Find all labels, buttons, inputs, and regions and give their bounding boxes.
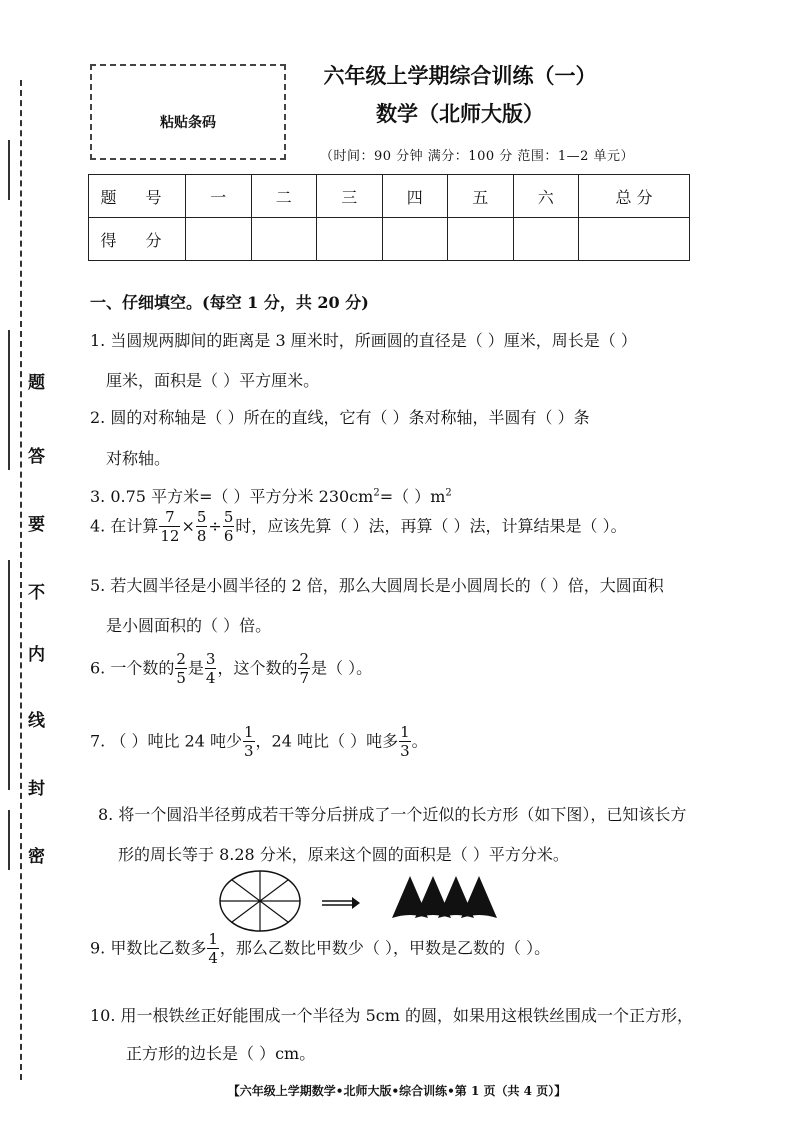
table-cell: 三 xyxy=(317,175,383,218)
exam-title: 六年级上学期综合训练（一） xyxy=(323,63,597,88)
circle-cut-figure xyxy=(210,866,530,936)
question-8-line1: 8. 将一个圆沿半径剪成若干等分后拼成了一个近似的长方形（如下图），已知该长方 xyxy=(98,805,687,824)
question-1-line2: 厘米，面积是（ ）平方厘米。 xyxy=(106,371,320,390)
denominator: 3 xyxy=(400,742,410,760)
question-3 xyxy=(90,484,452,507)
question-7-prefix: 7. （ ）吨比 24 吨少 xyxy=(90,731,242,751)
fraction xyxy=(207,932,219,966)
table-cell: 六 xyxy=(513,175,579,218)
fraction xyxy=(205,652,217,686)
table-cell: 五 xyxy=(448,175,514,218)
question-7 xyxy=(90,725,428,759)
question-6-mid2: ，这个数的 xyxy=(217,658,298,678)
denominator: 12 xyxy=(160,527,180,545)
numerator: 3 xyxy=(205,650,216,668)
section-title: 一、仔细填空。(每空 1 分，共 20 分) xyxy=(90,293,369,312)
numerator: 5 xyxy=(223,508,234,526)
question-3-part2: =（ ）m xyxy=(379,487,446,506)
fraction xyxy=(298,652,310,686)
margin-rule xyxy=(8,810,10,870)
rearranged-sectors-shape xyxy=(392,876,497,918)
superscript: 2 xyxy=(373,487,380,499)
segmented-circle-icon xyxy=(220,871,300,931)
score-cell[interactable] xyxy=(448,218,514,261)
question-6-suffix: 是（ ）。 xyxy=(311,658,373,678)
fraction xyxy=(399,725,411,759)
numerator: 1 xyxy=(208,930,218,948)
numerator: 2 xyxy=(176,650,186,668)
score-cell[interactable] xyxy=(186,218,252,261)
score-table xyxy=(88,174,690,261)
binding-dashed-line xyxy=(20,80,22,1080)
margin-rule xyxy=(8,330,10,470)
denominator: 4 xyxy=(205,669,216,687)
denominator: 6 xyxy=(223,527,234,545)
seal-char: 答 xyxy=(28,447,45,467)
margin-rule xyxy=(8,140,10,200)
question-8-line2: 形的周长等于 8.28 分米，原来这个圆的面积是（ ）平方分米。 xyxy=(118,845,569,864)
question-3-part1: 3. 0.75 平方米=（ ）平方分米 230cm xyxy=(90,487,374,506)
question-6-prefix: 6. 一个数的 xyxy=(90,658,175,678)
question-5-line1: 5. 若大圆半径是小圆半径的 2 倍，那么大圆周长是小圆周长的（ ）倍，大圆面积 xyxy=(90,576,664,595)
question-9-prefix: 9. 甲数比乙数多 xyxy=(90,938,207,958)
question-1-line1: 1. 当圆规两脚间的距离是 3 厘米时，所画圆的直径是（ ）厘米，周长是（ ） xyxy=(90,331,637,350)
denominator: 8 xyxy=(196,527,207,545)
fraction xyxy=(243,725,255,759)
question-4 xyxy=(90,510,627,544)
numerator: 2 xyxy=(299,650,310,668)
exam-subject: 数学（北师大版） xyxy=(376,101,544,126)
operator: × xyxy=(181,516,195,536)
table-cell: 题 号 xyxy=(89,175,186,218)
question-9-suffix: ，那么乙数比甲数少（ ），甲数是乙数的（ ）。 xyxy=(219,938,551,958)
question-6-mid1: 是 xyxy=(187,658,204,678)
question-4-prefix: 4. 在计算 xyxy=(90,516,159,536)
seal-char: 题 xyxy=(28,373,45,393)
table-cell: 二 xyxy=(251,175,317,218)
barcode-area xyxy=(90,64,286,160)
score-cell[interactable] xyxy=(579,218,690,261)
fraction xyxy=(223,510,235,544)
denominator: 5 xyxy=(176,669,186,687)
operator: ÷ xyxy=(208,516,222,536)
score-cell[interactable] xyxy=(382,218,448,261)
fraction xyxy=(196,510,208,544)
page-footer: 【六年级上学期数学•北师大版•综合训练•第 1 页（共 4 页）】 xyxy=(227,1084,567,1098)
fraction xyxy=(159,510,180,544)
denominator: 4 xyxy=(208,949,218,967)
arrow-right-icon xyxy=(322,897,360,909)
seal-char: 线 xyxy=(28,711,45,731)
margin-rule xyxy=(8,560,10,790)
question-10-line2: 正方形的边长是（ ）cm。 xyxy=(126,1044,316,1063)
table-cell: 总 分 xyxy=(579,175,690,218)
seal-char: 密 xyxy=(28,847,45,867)
denominator: 7 xyxy=(299,669,310,687)
question-10-line1: 10. 用一根铁丝正好能围成一个半径为 5cm 的圆，如果用这根铁丝围成一个正方形， xyxy=(90,1006,694,1025)
score-cell[interactable] xyxy=(317,218,383,261)
barcode-label: 粘贴条码 xyxy=(160,115,216,131)
numerator: 7 xyxy=(159,510,180,527)
denominator: 3 xyxy=(243,742,254,760)
score-table-header-row xyxy=(89,175,690,218)
question-9 xyxy=(90,932,550,966)
numerator: 1 xyxy=(400,723,410,741)
superscript: 2 xyxy=(445,487,452,499)
question-5-line2: 是小圆面积的（ ）倍。 xyxy=(106,616,272,635)
question-7-mid: ，24 吨比（ ）吨多 xyxy=(255,731,399,751)
score-cell[interactable] xyxy=(251,218,317,261)
question-7-suffix: 。 xyxy=(411,731,428,751)
question-6 xyxy=(90,652,372,686)
seal-char: 内 xyxy=(28,645,45,665)
question-4-suffix: 时，应该先算（ ）法，再算（ ）法，计算结果是（ ）。 xyxy=(235,516,627,536)
table-cell: 得 分 xyxy=(89,218,186,261)
table-cell: 一 xyxy=(186,175,252,218)
numerator: 1 xyxy=(243,723,254,741)
score-table-score-row xyxy=(89,218,690,261)
score-cell[interactable] xyxy=(513,218,579,261)
fraction xyxy=(175,652,187,686)
exam-info: （时间：90 分钟 满分：100 分 范围：1—2 单元） xyxy=(320,149,635,164)
numerator: 5 xyxy=(196,508,207,526)
seal-char: 不 xyxy=(28,583,45,603)
seal-char: 封 xyxy=(28,779,45,799)
seal-char: 要 xyxy=(28,515,45,535)
question-2-line1: 2. 圆的对称轴是（ ）所在的直线，它有（ ）条对称轴，半圆有（ ）条 xyxy=(90,408,590,427)
question-2-line2: 对称轴。 xyxy=(106,449,171,468)
table-cell: 四 xyxy=(382,175,448,218)
